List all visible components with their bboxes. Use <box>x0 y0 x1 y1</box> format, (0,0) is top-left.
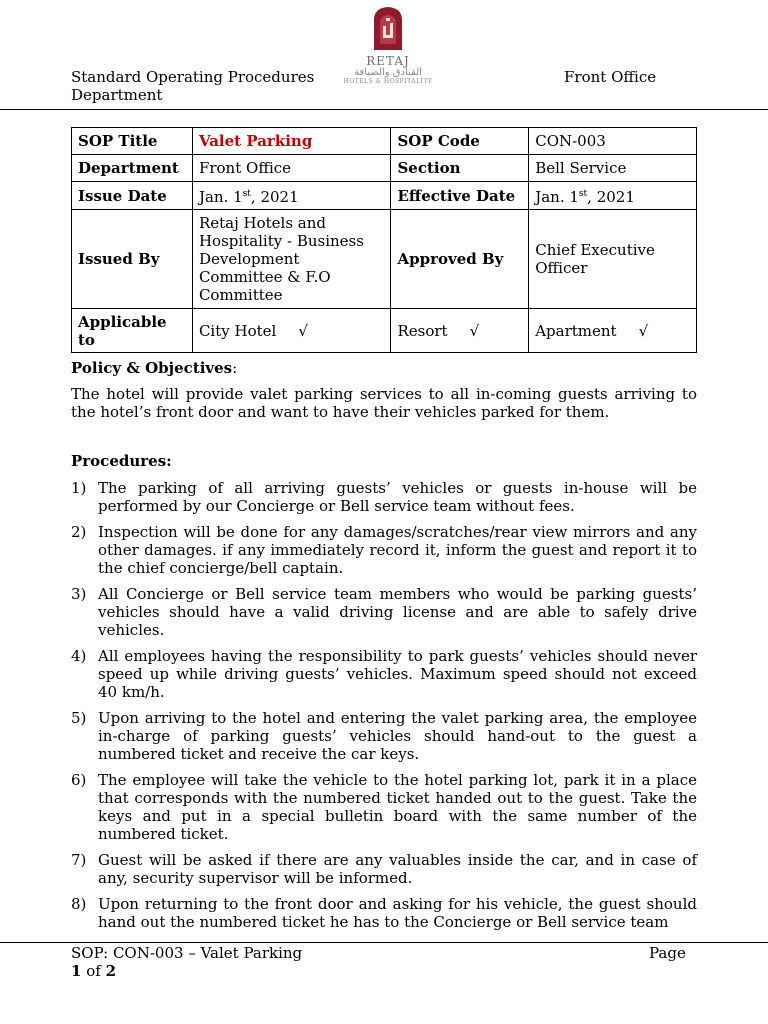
item-number: 4) <box>71 647 87 665</box>
apartment-label: Apartment <box>535 321 617 340</box>
header-divider <box>0 109 768 110</box>
logo-brand-name: RETAJ <box>366 54 410 68</box>
company-logo <box>340 6 436 86</box>
item-text: Upon returning to the front door and asking for his vehicle, the guest should hand out the numbered ticket he has to the Concierge or Bell service team <box>98 895 697 931</box>
item-text: All Concierge or Bell service team members who would be parking guests’ vehicles should have a valid driving license and are able to safely drive vehicles. <box>98 585 697 639</box>
applicable-apartment <box>529 309 697 353</box>
table-row <box>72 155 697 182</box>
section-label: Section <box>391 155 529 182</box>
issue-date-value <box>192 182 391 210</box>
issued-by-label: Issued By <box>72 210 193 309</box>
list-item <box>71 479 697 515</box>
applicable-resort <box>391 309 529 353</box>
check-icon: √ <box>469 321 480 340</box>
approved-by-value: Chief Executive Officer <box>529 210 697 309</box>
table-row <box>72 210 697 309</box>
logo-subtitle: HOTELS & HOSPITALITY <box>343 78 433 85</box>
list-item <box>71 851 697 887</box>
department-label: Department <box>72 155 193 182</box>
effective-date-sup: st <box>578 189 588 199</box>
effective-date-suffix: , 2021 <box>587 188 635 206</box>
applicable-label: Applicable to <box>72 309 193 353</box>
item-number: 6) <box>71 771 87 789</box>
approved-by-label: Approved By <box>391 210 529 309</box>
procedures-heading: Procedures: <box>71 452 172 470</box>
logo-arabic-text: الفنادق والضيافة <box>354 67 422 78</box>
resort-label: Resort <box>397 321 448 340</box>
issue-date-sup: st <box>242 189 251 199</box>
item-text: Upon arriving to the hotel and entering the valet parking area, the employee in-charge of parking guests’ vehicles should hand-out to the guest a numbered ticket and receive the car keys. <box>98 709 697 763</box>
sop-title-label: SOP Title <box>72 128 193 155</box>
check-icon: √ <box>638 321 649 340</box>
item-text: All employees having the responsibility to park guests’ vehicles should never speed up while driving guests’ vehicles. Maximum speed should not exceed 40 km/h. <box>98 647 697 701</box>
applicable-city-hotel <box>192 309 391 353</box>
document-body <box>71 359 697 939</box>
sop-code-value: CON-003 <box>529 128 697 155</box>
item-number: 5) <box>71 709 87 727</box>
sop-title-value: Valet Parking <box>192 128 391 155</box>
issue-date-label: Issue Date <box>72 182 193 210</box>
sop-code-label: SOP Code <box>391 128 529 155</box>
policy-text: The hotel will provide valet parking services to all in-coming guests arriving to the hotel’s front door and want to have their vehicles parked for them. <box>71 385 697 421</box>
list-item <box>71 771 697 843</box>
city-hotel-label: City Hotel <box>198 321 277 340</box>
table-row <box>72 182 697 210</box>
list-item <box>71 523 697 577</box>
footer-sop-reference: SOP: CON-003 – Valet Parking <box>71 944 303 962</box>
policy-heading-text: Policy & Objectives <box>71 359 233 377</box>
page-total: 2 <box>105 962 117 980</box>
sop-info-table <box>71 127 697 353</box>
footer-divider <box>0 942 768 943</box>
list-item <box>71 585 697 639</box>
page-number <box>71 962 302 980</box>
footer-page-label: Page <box>649 944 686 962</box>
footer <box>71 944 302 980</box>
issue-date-prefix: Jan. 1 <box>198 188 243 206</box>
page-current: 1 <box>71 962 82 980</box>
list-item <box>71 709 697 763</box>
item-number: 1) <box>71 479 87 497</box>
policy-heading <box>71 359 697 377</box>
section-value: Bell Service <box>529 155 697 182</box>
effective-date-prefix: Jan. 1 <box>535 188 579 206</box>
item-number: 7) <box>71 851 87 869</box>
header-front-office: Front Office <box>564 68 657 86</box>
check-icon: √ <box>298 321 308 340</box>
issue-date-suffix: , 2021 <box>250 188 299 206</box>
item-number: 3) <box>71 585 87 603</box>
table-row <box>72 128 697 155</box>
page-of: of <box>86 962 101 980</box>
item-text: Guest will be asked if there are any valuables inside the car, and in case of any, security supervisor will be informed. <box>98 851 697 887</box>
procedures-list <box>71 479 697 931</box>
table-row <box>72 309 697 353</box>
issued-by-value: Retaj Hotels and Hospitality - Business Development Committee & F.O Committee <box>192 210 391 309</box>
effective-date-value <box>529 182 697 210</box>
item-number: 2) <box>71 523 87 541</box>
department-value: Front Office <box>192 155 391 182</box>
item-text: Inspection will be done for any damages/scratches/rear view mirrors and any other damages. if any immediately record it, inform the guest and report it to the chief concierge/bell captain. <box>98 523 697 577</box>
list-item <box>71 647 697 701</box>
effective-date-label: Effective Date <box>391 182 529 210</box>
item-number: 8) <box>71 895 87 913</box>
header-department-title: Standard Operating Procedures Department <box>71 68 315 104</box>
list-item <box>71 895 697 931</box>
retaj-crown-logo-icon <box>371 6 405 50</box>
policy-heading-colon: : <box>232 359 238 377</box>
item-text: The employee will take the vehicle to the hotel parking lot, park it in a place that corresponds with the numbered ticket handed out to the guest. Take the keys and put in a special bulletin board with the same number of the numbered ticket. <box>98 771 697 843</box>
item-text: The parking of all arriving guests’ vehicles or guests in-house will be performed by our Concierge or Bell service team without fees. <box>98 479 697 515</box>
